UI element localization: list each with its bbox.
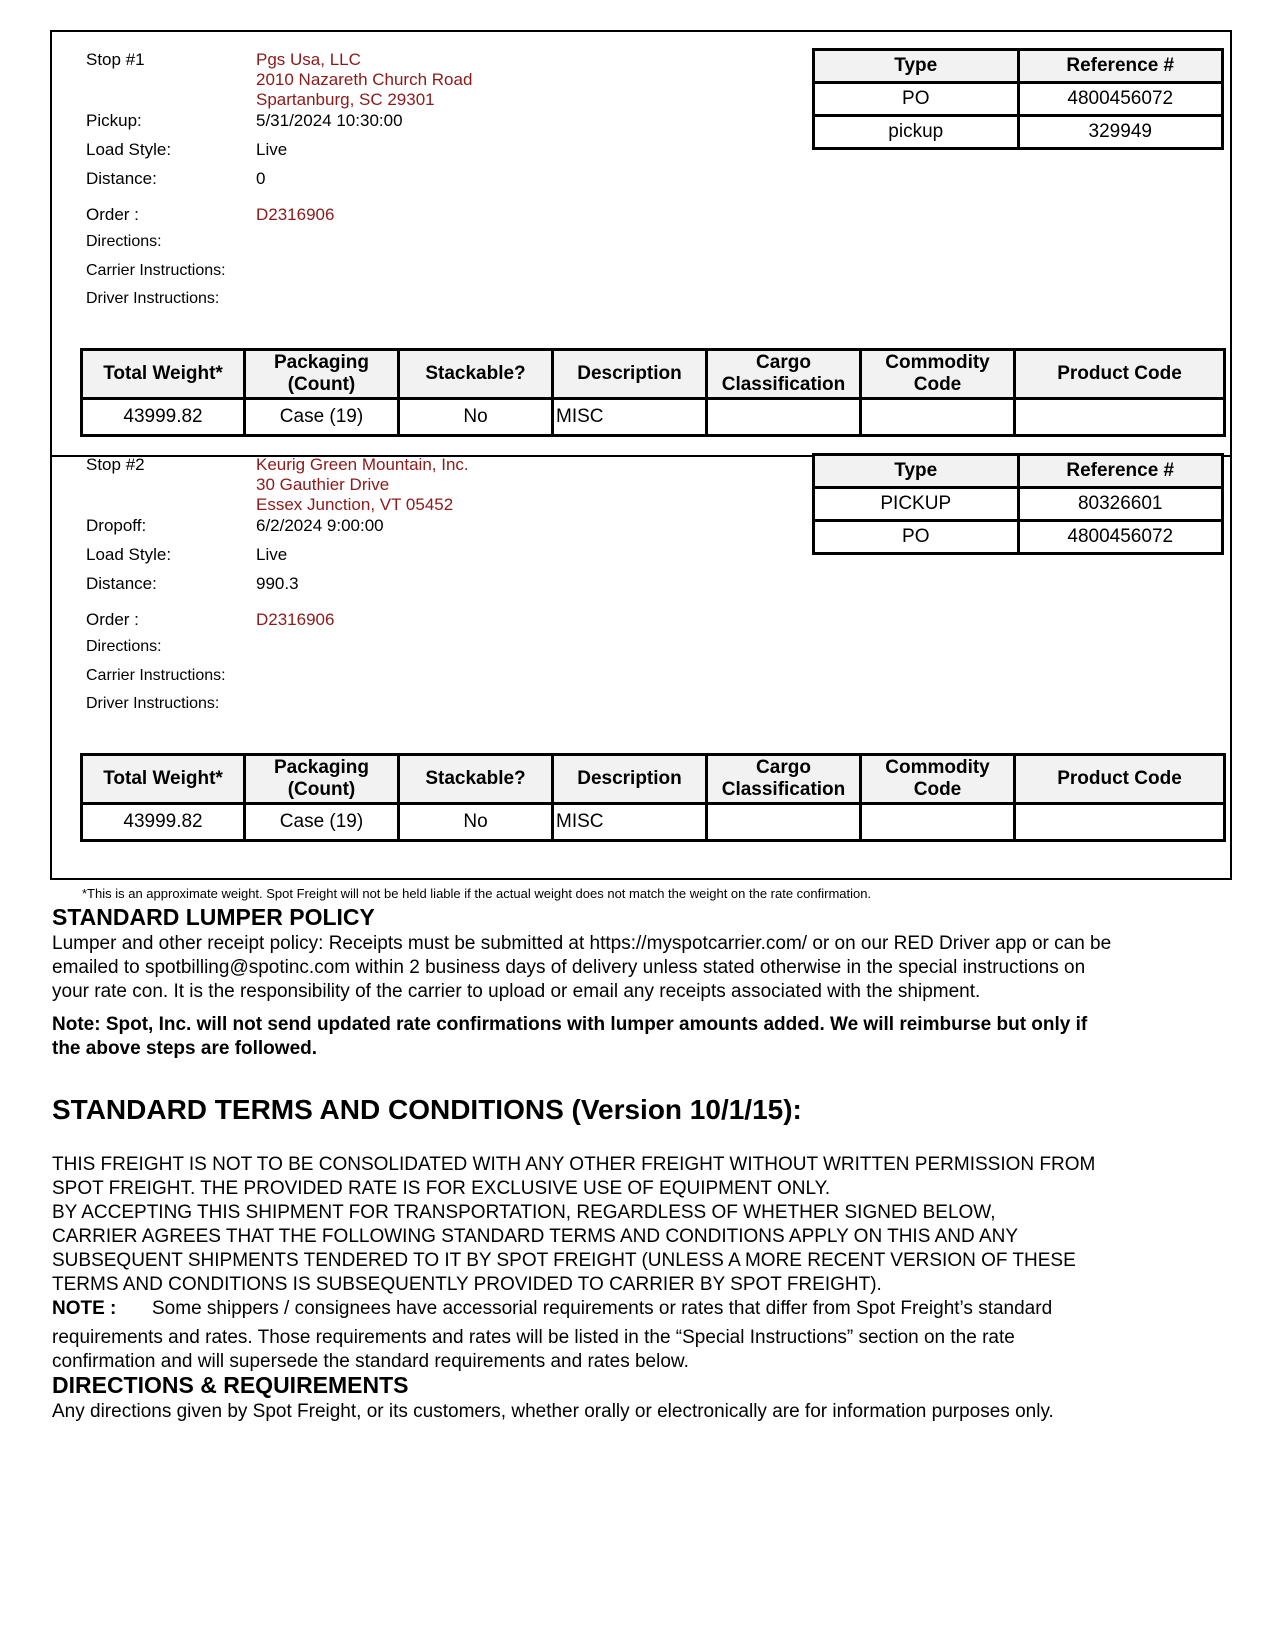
load-style-value: Live: [256, 140, 288, 159]
ref-number: 329949: [1018, 116, 1223, 149]
total-weight-cell: 43999.82: [82, 399, 245, 436]
lumper-line: emailed to spotbilling@spotinc.com within 2 business days of delivery unless stated otherwise in the special instructions on: [52, 957, 1086, 978]
ref-number: 4800456072: [1018, 521, 1223, 554]
directions-text: Any directions given by Spot Freight, or its customers, whether orally or electronically are for information purposes only.: [52, 1401, 1054, 1422]
cargo-classification-cell: [707, 804, 861, 841]
order-label: Order :: [86, 205, 139, 224]
lumper-note-line: the above steps are followed.: [52, 1038, 318, 1059]
stop-1-section: [50, 30, 1232, 457]
commodity-code-header: Commodity Code: [861, 350, 1015, 399]
carrier-instructions-label: Carrier Instructions:: [86, 262, 226, 279]
table-row: [814, 488, 1223, 521]
table-row: [814, 116, 1223, 149]
terms-line: BY ACCEPTING THIS SHIPMENT FOR TRANSPORTATION, REGARDLESS OF WHETHER SIGNED BELOW,: [52, 1202, 996, 1223]
total-weight-header: Total Weight*: [82, 350, 245, 399]
load-style-value: Live: [256, 545, 288, 564]
cargo-classification-header: Cargo Classification: [707, 755, 861, 804]
description-cell: MISC: [553, 399, 707, 436]
description-header: Description: [553, 350, 707, 399]
table-header-row: [814, 50, 1223, 83]
event-label: Pickup:: [86, 111, 142, 130]
packaging-header: Packaging (Count): [245, 755, 399, 804]
commodity-code-header: Commodity Code: [861, 755, 1015, 804]
product-code-cell: [1015, 804, 1225, 841]
stop-label: Stop #2: [86, 455, 145, 474]
event-time: 5/31/2024 10:30:00: [256, 111, 403, 130]
order-value: D2316906: [256, 205, 335, 224]
terms-heading: STANDARD TERMS AND CONDITIONS (Version 10/1/15):: [52, 1094, 802, 1125]
load-style-label: Load Style:: [86, 140, 172, 159]
terms-line: SPOT FREIGHT. THE PROVIDED RATE IS FOR EXCLUSIVE USE OF EQUIPMENT ONLY.: [52, 1178, 831, 1199]
total-weight-header: Total Weight*: [82, 755, 245, 804]
company-name: Keurig Green Mountain, Inc.: [256, 455, 469, 474]
ref-type: pickup: [814, 116, 1019, 149]
stackable-header: Stackable?: [399, 350, 553, 399]
distance-value: 990.3: [256, 574, 299, 593]
stackable-header: Stackable?: [399, 755, 553, 804]
terms-line: TERMS AND CONDITIONS IS SUBSEQUENTLY PROVIDED TO CARRIER BY SPOT FREIGHT).: [52, 1274, 882, 1295]
table-row: [82, 804, 1225, 841]
note-line: confirmation and will supersede the standard requirements and rates below.: [52, 1351, 689, 1372]
lumper-note: [52, 1013, 1222, 1061]
order-label: Order :: [86, 610, 139, 629]
packaging-cell: Case (19): [245, 399, 399, 436]
directions-heading: DIRECTIONS & REQUIREMENTS: [52, 1372, 409, 1398]
terms-line: SUBSEQUENT SHIPMENTS TENDERED TO IT BY SPOT FREIGHT (UNLESS A MORE RECENT VERSION OF THESE: [52, 1250, 1076, 1271]
address-line-1: 30 Gauthier Drive: [256, 475, 390, 494]
lumper-line: your rate con. It is the responsibility of the carrier to upload or email any receipts associated with the shipment.: [52, 981, 981, 1002]
table-row: [814, 83, 1223, 116]
directions-label: Directions:: [86, 233, 162, 250]
table-header-row: [82, 350, 1225, 399]
ref-type: PO: [814, 521, 1019, 554]
terms-line: CARRIER AGREES THAT THE FOLLOWING STANDARD TERMS AND CONDITIONS APPLY ON THIS AND ANY: [52, 1226, 1019, 1247]
commodity-code-cell: [861, 399, 1015, 436]
cargo-classification-header: Cargo Classification: [707, 350, 861, 399]
total-weight-cell: 43999.82: [82, 804, 245, 841]
ref-number: 80326601: [1018, 488, 1223, 521]
terms-line: THIS FREIGHT IS NOT TO BE CONSOLIDATED WITH ANY OTHER FREIGHT WITHOUT WRITTEN PERMISSION FROM: [52, 1154, 1096, 1175]
description-cell: MISC: [553, 804, 707, 841]
address-line-1: 2010 Nazareth Church Road: [256, 70, 473, 89]
table-header-row: [82, 755, 1225, 804]
order-value: D2316906: [256, 610, 335, 629]
product-code-cell: [1015, 399, 1225, 436]
ref-type: PO: [814, 83, 1019, 116]
address-line-2: Essex Junction, VT 05452: [256, 495, 454, 514]
driver-instructions-label: Driver Instructions:: [86, 290, 220, 307]
ref-type: PICKUP: [814, 488, 1019, 521]
event-time: 6/2/2024 9:00:00: [256, 516, 384, 535]
distance-value: 0: [256, 169, 266, 188]
product-code-header: Product Code: [1015, 755, 1225, 804]
product-code-header: Product Code: [1015, 350, 1225, 399]
lumper-note-line: Note: Spot, Inc. will not send updated rate confirmations with lumper amounts added. We will reimburse but only if: [52, 1014, 1088, 1035]
address-line-2: Spartanburg, SC 29301: [256, 90, 435, 109]
description-header: Description: [553, 755, 707, 804]
stop-2-section: [50, 455, 1232, 880]
reference-table: [812, 48, 1224, 150]
cargo-table: [80, 753, 1226, 842]
distance-label: Distance:: [86, 574, 157, 593]
lumper-policy-text: [52, 932, 1222, 1004]
note-label: NOTE :: [52, 1298, 117, 1319]
terms-text: [52, 1153, 1222, 1297]
carrier-instructions-label: Carrier Instructions:: [86, 667, 226, 684]
company-name: Pgs Usa, LLC: [256, 50, 361, 69]
driver-instructions-label: Driver Instructions:: [86, 695, 220, 712]
distance-label: Distance:: [86, 169, 157, 188]
lumper-policy-heading: STANDARD LUMPER POLICY: [52, 904, 375, 930]
stop-label: Stop #1: [86, 50, 145, 69]
packaging-cell: Case (19): [245, 804, 399, 841]
table-row: [82, 399, 1225, 436]
commodity-code-cell: [861, 804, 1015, 841]
stackable-cell: No: [399, 804, 553, 841]
note-line: requirements and rates. Those requirements and rates will be listed in the “Special Instructions” section on the rate: [52, 1327, 1015, 1348]
load-style-label: Load Style:: [86, 545, 172, 564]
table-row: [814, 521, 1223, 554]
note-line: Some shippers / consignees have accessorial requirements or rates that differ from Spot Freight’s standard: [152, 1298, 1053, 1319]
event-label: Dropoff:: [86, 516, 147, 535]
weight-disclaimer: *This is an approximate weight. Spot Freight will not be held liable if the actual weight does not match the weight on the rate confirmation.: [82, 886, 872, 901]
cargo-classification-cell: [707, 399, 861, 436]
directions-label: Directions:: [86, 638, 162, 655]
lumper-line: Lumper and other receipt policy: Receipts must be submitted at https://myspotcarrier.com/ or on our RED Driver app or can be: [52, 933, 1112, 954]
ref-number: 4800456072: [1018, 83, 1223, 116]
cargo-table: [80, 348, 1226, 437]
reference-header: Reference #: [1018, 455, 1223, 488]
table-header-row: [814, 455, 1223, 488]
packaging-header: Packaging (Count): [245, 350, 399, 399]
reference-table: [812, 453, 1224, 555]
type-header: Type: [814, 455, 1019, 488]
stackable-cell: No: [399, 399, 553, 436]
terms-note: [52, 1297, 1222, 1374]
reference-header: Reference #: [1018, 50, 1223, 83]
type-header: Type: [814, 50, 1019, 83]
